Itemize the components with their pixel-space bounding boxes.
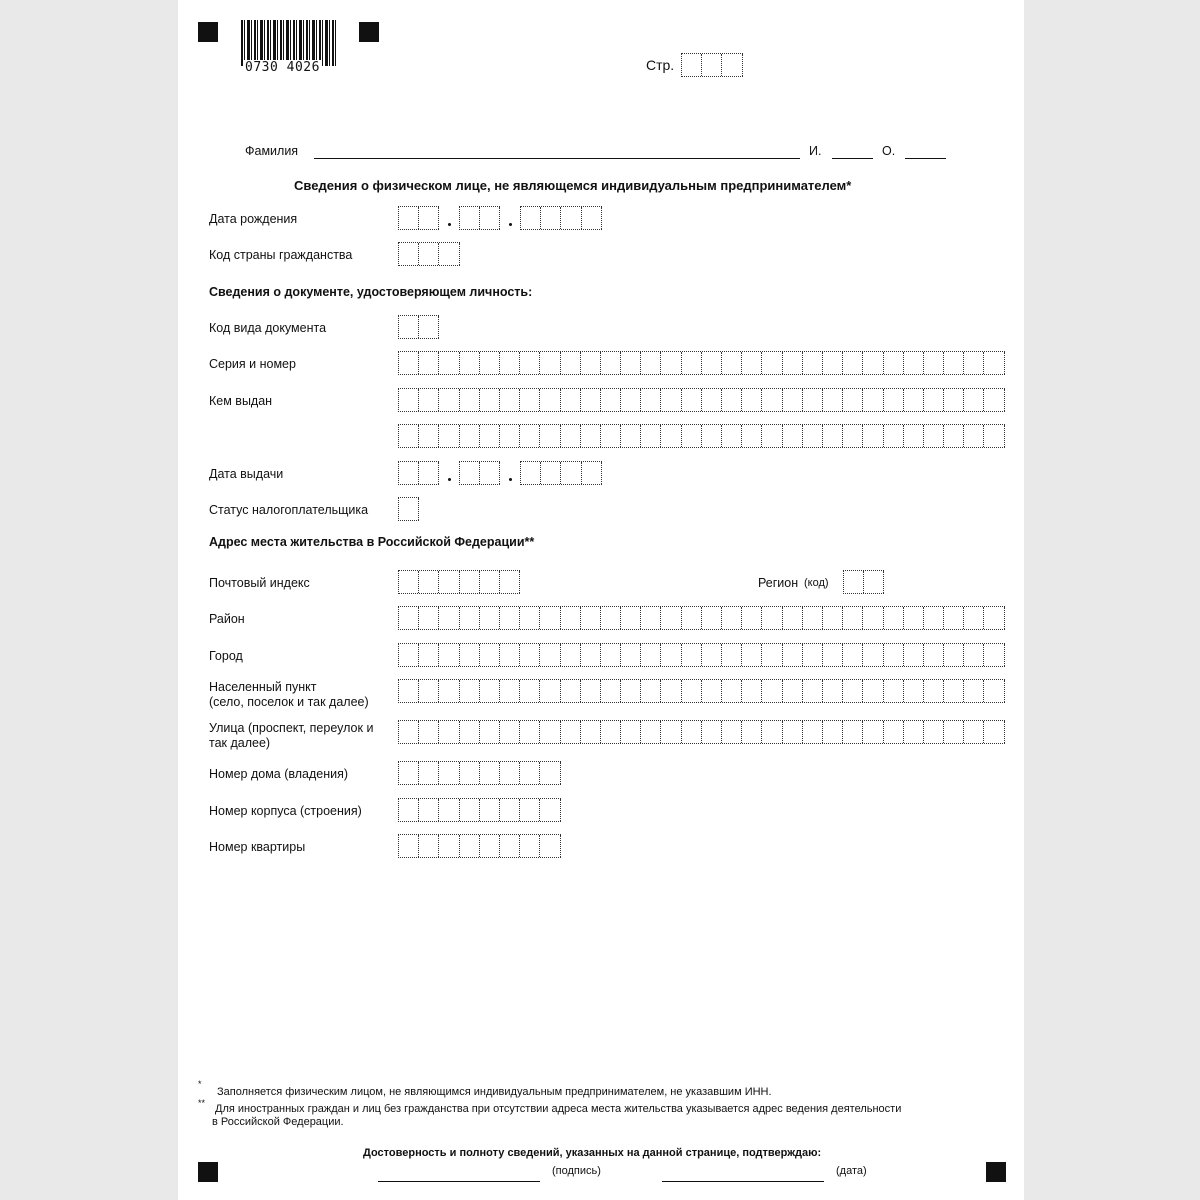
signature-line[interactable]	[378, 1181, 540, 1182]
city-cells[interactable]	[398, 643, 1005, 667]
form-sheet	[178, 0, 1024, 1200]
series-number-cells[interactable]	[398, 351, 1005, 375]
apartment-number-label: Номер квартиры	[209, 840, 306, 854]
date-separator-dot	[448, 478, 451, 481]
taxpayer-status-cells[interactable]	[398, 497, 419, 521]
postal-code-cells[interactable]	[398, 570, 520, 594]
registration-marker-bottom-right	[986, 1162, 1006, 1182]
initial-o-label: О.	[882, 144, 896, 158]
district-label: Район	[209, 612, 245, 626]
footnote-text-1: Заполняется физическим лицом, не являющимся индивидуальным предпринимателем, не указавшим ИНН.	[217, 1086, 772, 1098]
section-document-title: Сведения о документе, удостоверяющем личность:	[209, 285, 533, 299]
street-label-line1: Улица (проспект, переулок и	[209, 721, 374, 735]
registration-marker-top-left	[198, 22, 218, 42]
footnote-mark-2: **	[198, 1098, 206, 1108]
citizenship-code-cells[interactable]	[398, 242, 460, 266]
taxpayer-status-label: Статус налогоплательщика	[209, 503, 369, 517]
region-code-cells[interactable]	[843, 570, 884, 594]
date-separator-dot	[448, 223, 451, 226]
birth-month-cells[interactable]	[459, 206, 500, 230]
issue-day-cells[interactable]	[398, 461, 439, 485]
section-address-title: Адрес места жительства в Российской Федерации**	[209, 535, 535, 549]
region-label: Регион	[758, 576, 799, 590]
page-label: Стр.	[646, 57, 675, 73]
settlement-label-line1: Населенный пункт	[209, 680, 317, 694]
issue-date-label: Дата выдачи	[209, 467, 284, 481]
date-separator-dot	[509, 223, 512, 226]
footnote-text-2b: в Российской Федерации.	[212, 1116, 344, 1128]
registration-marker-top-right	[359, 22, 379, 42]
registration-marker-bottom-left	[198, 1162, 218, 1182]
apartment-number-cells[interactable]	[398, 834, 561, 858]
signature-caption: (подпись)	[552, 1165, 601, 1177]
street-cells[interactable]	[398, 720, 1005, 744]
date-caption: (дата)	[836, 1165, 867, 1177]
series-number-label: Серия и номер	[209, 357, 296, 371]
initial-i-line[interactable]	[832, 158, 873, 159]
building-number-label: Номер корпуса (строения)	[209, 804, 362, 818]
footnote-text-2a: Для иностранных граждан и лиц без гражданства при отсутствии адреса места жительства указывается адрес ведения деятельности	[215, 1103, 902, 1115]
surname-label: Фамилия	[245, 144, 299, 158]
settlement-cells[interactable]	[398, 679, 1005, 703]
date-line[interactable]	[662, 1181, 824, 1182]
surname-line[interactable]	[314, 158, 800, 159]
region-code-label: (код)	[804, 577, 829, 589]
district-cells[interactable]	[398, 606, 1005, 630]
house-number-cells[interactable]	[398, 761, 561, 785]
doc-type-code-label: Код вида документа	[209, 321, 327, 335]
date-separator-dot	[509, 478, 512, 481]
city-label: Город	[209, 649, 243, 663]
issue-year-cells[interactable]	[520, 461, 602, 485]
street-label-line2: так далее)	[209, 736, 271, 750]
citizenship-code-label: Код страны гражданства	[209, 248, 353, 262]
page-number-cells[interactable]	[681, 53, 743, 77]
initial-o-line[interactable]	[905, 158, 946, 159]
issued-by-cells-row2[interactable]	[398, 424, 1005, 448]
building-number-cells[interactable]	[398, 798, 561, 822]
birth-day-cells[interactable]	[398, 206, 439, 230]
house-number-label: Номер дома (владения)	[209, 767, 349, 781]
postal-code-label: Почтовый индекс	[209, 576, 310, 590]
birth-year-cells[interactable]	[520, 206, 602, 230]
issued-by-cells-row1[interactable]	[398, 388, 1005, 412]
section-person-title: Сведения о физическом лице, не являющемся индивидуальным предпринимателем*	[294, 178, 852, 193]
barcode-number: 0730 4026	[245, 60, 320, 75]
doc-type-code-cells[interactable]	[398, 315, 439, 339]
initial-i-label: И.	[809, 144, 822, 158]
issued-by-label: Кем выдан	[209, 394, 273, 408]
confirmation-text: Достоверность и полноту сведений, указанных на данной странице, подтверждаю:	[363, 1147, 822, 1159]
issue-month-cells[interactable]	[459, 461, 500, 485]
settlement-label-line2: (село, поселок и так далее)	[209, 695, 369, 709]
footnote-mark-1: *	[198, 1079, 202, 1089]
birth-date-label: Дата рождения	[209, 212, 298, 226]
